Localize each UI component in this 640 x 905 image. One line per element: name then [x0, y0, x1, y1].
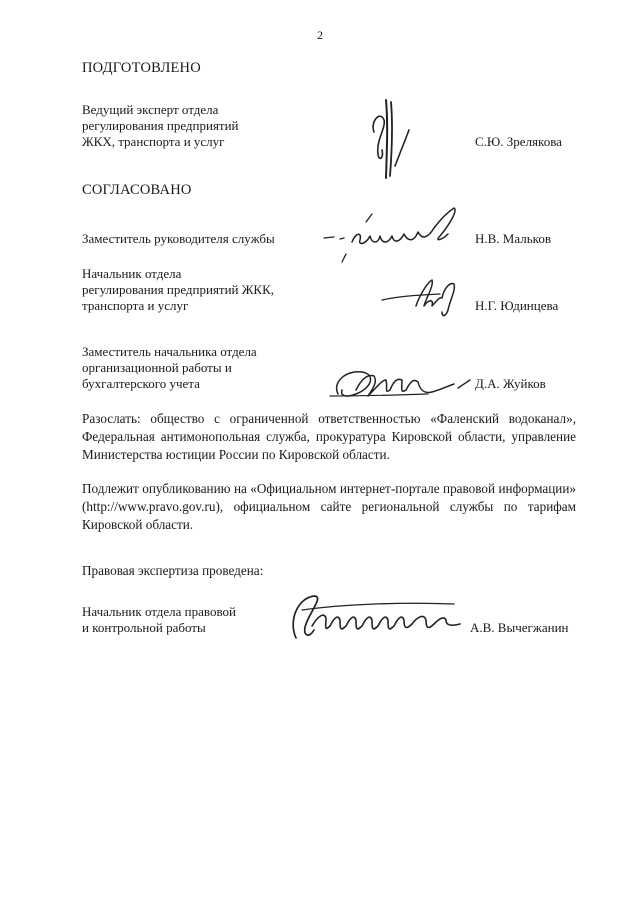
position-line: Ведущий эксперт отдела: [82, 102, 219, 117]
position-line: и контрольной работы: [82, 620, 206, 635]
position-line: регулирования предприятий ЖКК,: [82, 282, 275, 297]
agreed-heading: СОГЛАСОВАНО: [82, 182, 192, 198]
position-line: регулирования предприятий: [82, 118, 239, 133]
signature-zrelyakova: [362, 92, 412, 187]
publication-paragraph: Подлежит опубликованию на «Официальном интернет-портале правовой информации» (http://www.pravo.gov.ru), официальном сайте региональной службы по тарифам Кировской области.: [82, 481, 576, 532]
signature-malkov: [322, 198, 472, 268]
position-line: Заместитель начальника отдела: [82, 344, 257, 359]
signer-position: [82, 231, 275, 247]
signer-name: Н.В. Мальков: [475, 231, 551, 246]
signer-name: Н.Г. Юдинцева: [475, 298, 559, 313]
position-line: Начальник отдела правовой: [82, 604, 236, 619]
page-number: 2: [317, 28, 323, 42]
position-line: бухгалтерского учета: [82, 376, 200, 391]
signer-position: [82, 266, 274, 314]
prepared-name: С.Ю. Зрелякова: [475, 134, 562, 149]
prepared-position: [82, 102, 239, 150]
signature-yudintseva: [380, 276, 470, 321]
position-line: организационной работы и: [82, 360, 232, 375]
legal-review-name: А.В. Вычегжанин: [470, 620, 569, 635]
signer-position: [82, 344, 257, 392]
signature-zhuykov: [328, 366, 478, 406]
position-line: Заместитель руководителя службы: [82, 231, 275, 246]
position-line: Начальник отдела: [82, 266, 182, 281]
legal-review-label: Правовая экспертиза проведена:: [82, 563, 264, 578]
signer-name: Д.А. Жуйков: [475, 376, 546, 391]
distribution-paragraph: Разослать: общество с ограниченной ответственностью «Фаленский водоканал», Федеральная антимонопольная служба, прокуратура Кировской области, управление Министерства юстиции России по Кировской области.: [82, 411, 576, 462]
position-line: ЖКХ, транспорта и услуг: [82, 134, 225, 149]
position-line: транспорта и услуг: [82, 298, 189, 313]
prepared-heading: ПОДГОТОВЛЕНО: [82, 60, 201, 76]
legal-review-position: [82, 604, 236, 636]
signature-vychegzhanin: [284, 590, 474, 650]
